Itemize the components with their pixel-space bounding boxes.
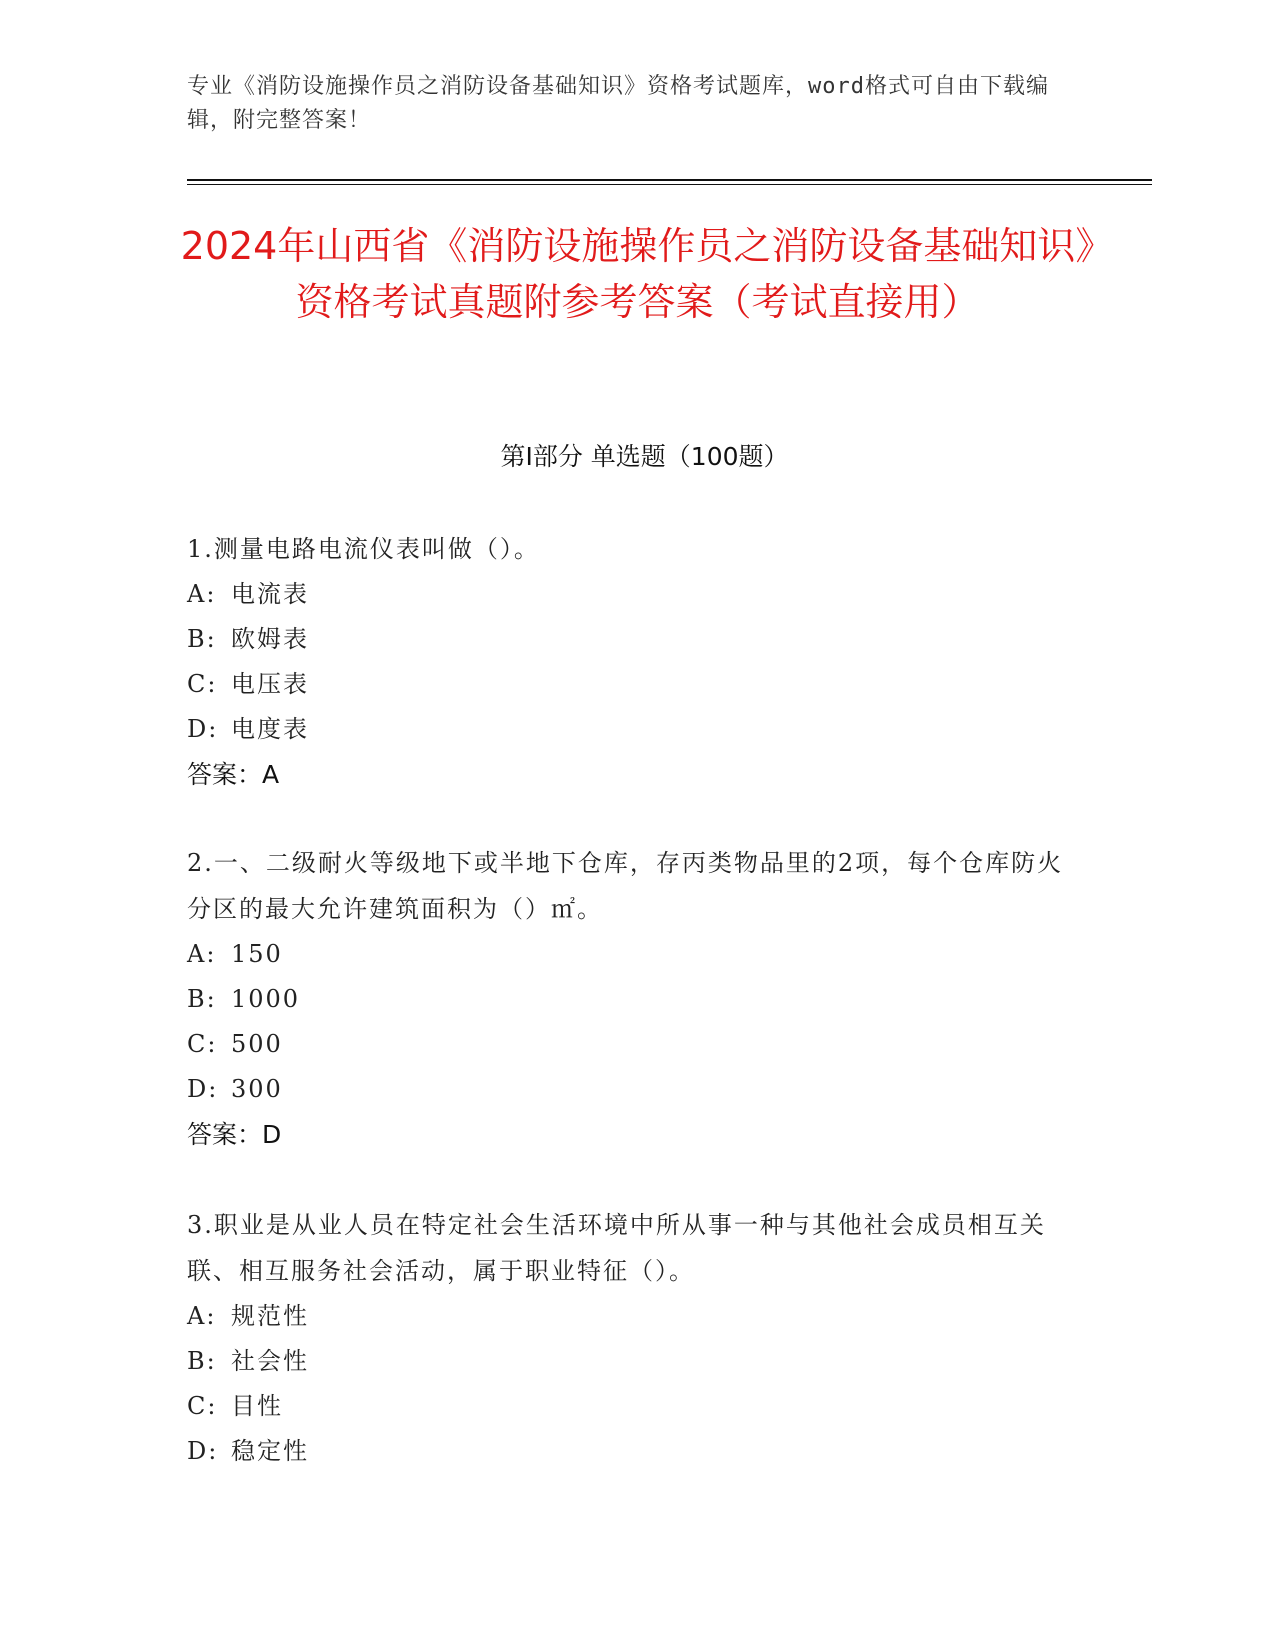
option-text: 目性 (231, 1392, 283, 1420)
option-text: 150 (231, 940, 283, 968)
option-key: A: (187, 580, 217, 608)
question-2 (187, 840, 1067, 1158)
option-c (187, 1022, 1067, 1067)
option-text: 社会性 (231, 1347, 309, 1375)
question-1 (187, 526, 1067, 798)
header-divider-thin (187, 184, 1152, 185)
option-text: 300 (231, 1075, 283, 1103)
option-key: C: (187, 1030, 218, 1058)
option-text: 电压表 (231, 670, 309, 698)
option-text: 稳定性 (231, 1437, 309, 1465)
option-d (187, 1429, 1067, 1474)
option-text: 500 (231, 1030, 283, 1058)
header-divider-thick (187, 179, 1152, 181)
question-3 (187, 1202, 1067, 1474)
option-a (187, 572, 1067, 617)
option-key: D: (187, 1075, 219, 1103)
option-b (187, 977, 1067, 1022)
question-stem: 1.测量电路电流仪表叫做（）。 (187, 535, 540, 563)
option-key: B: (187, 985, 217, 1013)
option-key: C: (187, 1392, 218, 1420)
question-stem: 3.职业是从业人员在特定社会生活环境中所从事一种与其他社会成员相互关联、相互服务社会活动，属于职业特征（）。 (187, 1211, 1046, 1285)
answer-line: 答案：A (187, 760, 280, 789)
option-key: D: (187, 1437, 219, 1465)
option-key: B: (187, 625, 217, 653)
answer-line: 答案：D (187, 1120, 282, 1149)
option-text: 1000 (231, 985, 301, 1013)
section-heading: 第Ⅰ部分 单选题（100题） (500, 442, 789, 471)
option-d (187, 707, 1067, 752)
option-text: 规范性 (231, 1302, 309, 1330)
option-b (187, 617, 1067, 662)
option-a (187, 1294, 1067, 1339)
option-d (187, 1067, 1067, 1112)
option-c (187, 662, 1067, 707)
document-title: 2024年山西省《消防设施操作员之消防设备基础知识》资格考试真题附参考答案（考试直接用） (180, 224, 1095, 324)
option-text: 电流表 (231, 580, 309, 608)
option-key: A: (187, 1302, 217, 1330)
option-key: B: (187, 1347, 217, 1375)
option-key: C: (187, 670, 218, 698)
option-a (187, 932, 1067, 977)
option-key: D: (187, 715, 219, 743)
question-stem: 2.一、二级耐火等级地下或半地下仓库，存丙类物品里的2项，每个仓库防火分区的最大允许建筑面积为（）㎡。 (187, 849, 1064, 923)
option-key: A: (187, 940, 217, 968)
option-text: 欧姆表 (231, 625, 309, 653)
option-b (187, 1339, 1067, 1384)
option-text: 电度表 (231, 715, 309, 743)
option-c (187, 1384, 1067, 1429)
header-note: 专业《消防设施操作员之消防设备基础知识》资格考试题库，word格式可自由下载编辑，附完整答案！ (187, 74, 1049, 133)
